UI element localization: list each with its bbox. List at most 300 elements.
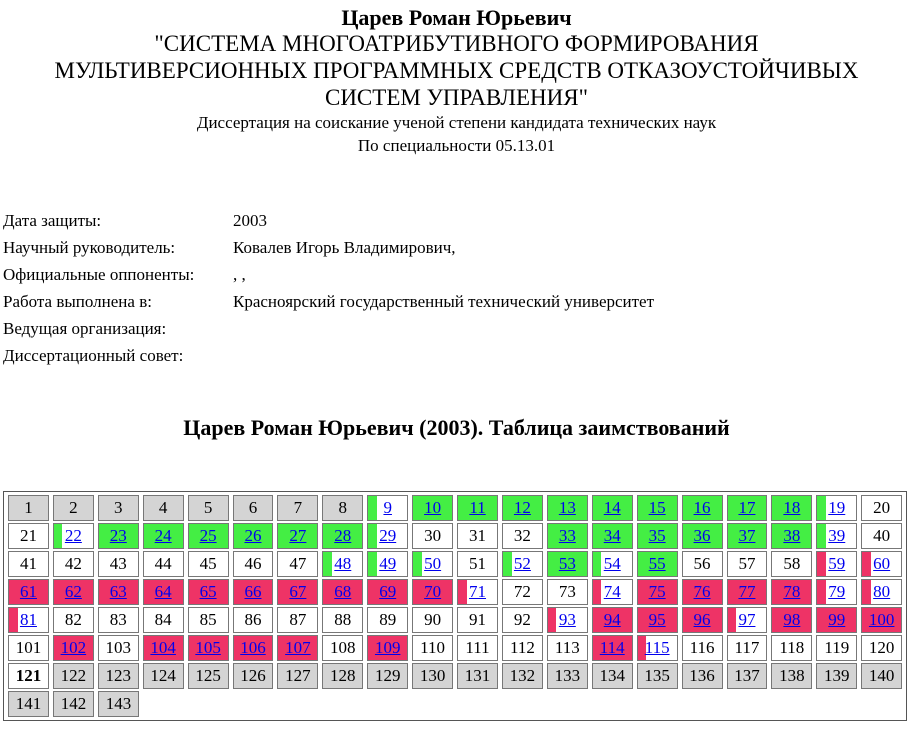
- page-cell: [502, 663, 543, 689]
- page-link[interactable]: 12: [513, 498, 531, 517]
- page-cell[interactable]: [188, 635, 229, 661]
- page-cell: [816, 663, 857, 689]
- page-link[interactable]: 65: [199, 582, 217, 601]
- page-link[interactable]: 80: [873, 582, 891, 601]
- page-number: 119: [824, 638, 850, 657]
- page-cell[interactable]: [98, 579, 139, 605]
- page-link[interactable]: 38: [783, 526, 801, 545]
- page-link[interactable]: 97: [738, 610, 756, 629]
- page-link[interactable]: 74: [603, 582, 621, 601]
- similarity-bar-red: [817, 552, 826, 576]
- page-cell[interactable]: [277, 523, 318, 549]
- page-number: 21: [19, 526, 37, 545]
- page-link[interactable]: 104: [150, 638, 176, 657]
- page-cell: [188, 607, 229, 633]
- page-cell: [367, 607, 408, 633]
- page-cell: [143, 495, 184, 521]
- page-cell[interactable]: [547, 607, 588, 633]
- page-link[interactable]: 105: [195, 638, 221, 657]
- page-link[interactable]: 16: [693, 498, 711, 517]
- page-cell: [277, 663, 318, 689]
- page-link[interactable]: 27: [289, 526, 307, 545]
- page-number: 89: [379, 610, 397, 629]
- page-cell[interactable]: [412, 579, 453, 605]
- page-cell[interactable]: [53, 523, 94, 549]
- page-cell: [502, 523, 543, 549]
- page-cell: [457, 523, 498, 549]
- page-cell[interactable]: [771, 523, 812, 549]
- page-link[interactable]: 28: [334, 526, 352, 545]
- page-cell[interactable]: [592, 579, 633, 605]
- page-number: 1: [24, 498, 33, 517]
- page-number: 31: [469, 526, 487, 545]
- grid-row: [6, 578, 904, 606]
- page-link[interactable]: 11: [469, 498, 486, 517]
- page-cell[interactable]: [592, 495, 633, 521]
- page-cell[interactable]: [637, 635, 678, 661]
- page-cell: [457, 635, 498, 661]
- page-link[interactable]: 9: [383, 498, 392, 517]
- page-cell: [143, 663, 184, 689]
- page-cell[interactable]: [682, 523, 723, 549]
- page-number: 111: [465, 638, 490, 657]
- page-cell[interactable]: [592, 523, 633, 549]
- page-cell: [143, 607, 184, 633]
- page-link[interactable]: 34: [603, 526, 621, 545]
- page-cell[interactable]: [188, 523, 229, 549]
- page-cell: [502, 607, 543, 633]
- page-cell[interactable]: [322, 523, 363, 549]
- page-cell: [143, 551, 184, 577]
- page-cell: [233, 495, 274, 521]
- borrowings-table-title: Царев Роман Юрьевич (2003). Таблица заимствований: [183, 415, 730, 440]
- page-link[interactable]: 39: [828, 526, 846, 545]
- page-cell[interactable]: [637, 607, 678, 633]
- page-number: 136: [689, 666, 715, 685]
- page-cell[interactable]: [861, 579, 902, 605]
- page-link[interactable]: 52: [513, 554, 531, 573]
- page-link[interactable]: 69: [379, 582, 397, 601]
- page-link[interactable]: 48: [334, 554, 352, 573]
- page-cell: [592, 663, 633, 689]
- page-cell: [727, 635, 768, 661]
- page-link[interactable]: 109: [374, 638, 401, 657]
- page-cell: [682, 551, 723, 577]
- page-link[interactable]: 64: [154, 582, 172, 601]
- page-link[interactable]: 14: [603, 498, 621, 517]
- page-link[interactable]: 77: [738, 582, 756, 601]
- page-number: 127: [285, 666, 311, 685]
- similarity-bar-green: [368, 496, 377, 520]
- page-cell: [98, 551, 139, 577]
- page-link[interactable]: 10: [424, 498, 442, 517]
- page-link[interactable]: 13: [558, 498, 576, 517]
- page-link[interactable]: 67: [289, 582, 307, 601]
- page-number: 57: [738, 554, 756, 573]
- page-cell: [771, 635, 812, 661]
- grid-row: [6, 550, 904, 578]
- page-cell[interactable]: [322, 551, 363, 577]
- page-cell: [771, 663, 812, 689]
- grid-row: [6, 606, 904, 634]
- page-cell: [547, 635, 588, 661]
- page-link[interactable]: 75: [648, 582, 666, 601]
- page-number: 88: [334, 610, 352, 629]
- page-link[interactable]: 50: [424, 554, 442, 573]
- page-link[interactable]: 23: [109, 526, 127, 545]
- page-cell: [861, 495, 902, 521]
- page-cell[interactable]: [277, 579, 318, 605]
- page-link[interactable]: 68: [334, 582, 352, 601]
- page-number: 123: [105, 666, 132, 685]
- page-cell[interactable]: [771, 495, 812, 521]
- page-link[interactable]: 100: [868, 610, 895, 629]
- page-cell[interactable]: [457, 495, 498, 521]
- page-number: 6: [248, 498, 258, 517]
- page-cell[interactable]: [727, 523, 768, 549]
- page-link[interactable]: 107: [285, 638, 311, 657]
- page-cell: [8, 691, 49, 717]
- page-cell: [502, 579, 543, 605]
- info-row-leading-org: [3, 315, 654, 342]
- page-link[interactable]: 17: [738, 498, 756, 517]
- page-number: 85: [199, 610, 217, 629]
- borrowings-page-grid: [3, 491, 907, 721]
- page-cell: [8, 523, 49, 549]
- page-cell: [637, 663, 678, 689]
- page-number: 73: [558, 582, 576, 601]
- page-number: 128: [330, 666, 356, 685]
- degree-text: Диссертация на соискание ученой степени кандидата технических наук: [196, 113, 717, 132]
- page-cell: [412, 607, 453, 633]
- page-cell: [277, 495, 318, 521]
- page-cell[interactable]: [637, 551, 678, 577]
- page-cell[interactable]: [367, 495, 408, 521]
- page-cell[interactable]: [98, 523, 139, 549]
- page-cell: [53, 691, 94, 717]
- page-number: 92: [513, 610, 531, 629]
- info-label: Работа выполнена в:: [3, 292, 152, 311]
- page-cell: [8, 635, 49, 661]
- page-cell: [53, 663, 94, 689]
- page-cell: [233, 551, 274, 577]
- page-number: 90: [424, 610, 442, 629]
- page-number: 32: [513, 526, 531, 545]
- page-cell: [233, 607, 274, 633]
- page-number: 56: [693, 554, 711, 573]
- page-cell: [502, 635, 543, 661]
- page-number: 86: [244, 610, 262, 629]
- page-number: 83: [109, 610, 127, 629]
- page-link[interactable]: 102: [60, 638, 87, 657]
- page-cell: [412, 635, 453, 661]
- page-link[interactable]: 37: [738, 526, 756, 545]
- page-cell[interactable]: [637, 523, 678, 549]
- page-cell: [188, 495, 229, 521]
- info-row-institution: [3, 288, 654, 315]
- thesis-title-line-1: "СИСТЕМА МНОГОАТРИБУТИВНОГО ФОРМИРОВАНИЯ: [154, 31, 759, 56]
- page-cell[interactable]: [143, 523, 184, 549]
- page-link[interactable]: 62: [64, 582, 82, 601]
- page-number: 130: [419, 666, 446, 685]
- page-link[interactable]: 26: [244, 526, 262, 545]
- page-cell: [53, 607, 94, 633]
- page-number: 132: [509, 666, 536, 685]
- page-link[interactable]: 81: [19, 610, 37, 629]
- page-cell: [53, 551, 94, 577]
- page-cell: [861, 635, 902, 661]
- page-link[interactable]: 66: [244, 582, 262, 601]
- page-cell: [861, 663, 902, 689]
- page-cell: [98, 691, 139, 717]
- page-cell: [8, 495, 49, 521]
- page-cell[interactable]: [502, 551, 543, 577]
- page-cell[interactable]: [682, 495, 723, 521]
- info-label: Научный руководитель:: [3, 238, 176, 257]
- page-link[interactable]: 53: [558, 554, 576, 573]
- info-row-opponents: [3, 261, 654, 288]
- grid-row: [6, 522, 904, 550]
- page-cell[interactable]: [547, 495, 588, 521]
- page-cell: [457, 607, 498, 633]
- page-link[interactable]: 96: [693, 610, 711, 629]
- page-cell: [188, 663, 229, 689]
- page-link[interactable]: 115: [644, 638, 670, 657]
- page-link[interactable]: 70: [424, 582, 442, 601]
- grid-row: [6, 662, 904, 690]
- page-cell[interactable]: [816, 495, 857, 521]
- page-number: 47: [289, 554, 307, 573]
- page-cell[interactable]: [547, 523, 588, 549]
- page-link[interactable]: 63: [109, 582, 127, 601]
- page-cell[interactable]: [412, 495, 453, 521]
- page-cell[interactable]: [771, 579, 812, 605]
- page-number: 116: [689, 638, 715, 657]
- page-cell[interactable]: [816, 523, 857, 549]
- thesis-title-line-3: СИСТЕМ УПРАВЛЕНИЯ": [324, 85, 588, 110]
- page-cell[interactable]: [861, 607, 902, 633]
- page-link[interactable]: 24: [154, 526, 172, 545]
- page-number: 134: [599, 666, 625, 685]
- page-cell[interactable]: [53, 635, 94, 661]
- page-link[interactable]: 93: [558, 610, 576, 629]
- info-value: , ,: [233, 265, 246, 284]
- info-label: Ведущая организация:: [3, 319, 167, 338]
- page-cell[interactable]: [8, 607, 49, 633]
- info-value: 2003: [233, 211, 267, 230]
- similarity-bar-green: [593, 552, 602, 576]
- page-cell: [682, 635, 723, 661]
- page-cell[interactable]: [188, 579, 229, 605]
- info-row-council: [3, 342, 654, 369]
- similarity-bar-green: [368, 524, 377, 548]
- page-number: 7: [293, 498, 303, 517]
- page-cell: [8, 551, 49, 577]
- page-link[interactable]: 33: [558, 526, 576, 545]
- similarity-bar-red: [593, 580, 602, 604]
- page-number: 103: [105, 638, 132, 657]
- page-number: 135: [644, 666, 670, 685]
- page-number: 51: [469, 554, 487, 573]
- page-number: 125: [195, 666, 221, 685]
- page-cell[interactable]: [322, 579, 363, 605]
- page-link[interactable]: 15: [648, 498, 666, 517]
- page-number: 42: [64, 554, 82, 573]
- page-cell: [277, 607, 318, 633]
- similarity-bar-red: [9, 608, 18, 632]
- page-number: 45: [199, 554, 217, 573]
- page-link[interactable]: 114: [599, 638, 625, 657]
- page-link[interactable]: 61: [19, 582, 37, 601]
- page-cell[interactable]: [412, 551, 453, 577]
- page-link[interactable]: 29: [379, 526, 397, 545]
- page-link[interactable]: 19: [828, 498, 846, 517]
- page-cell: [53, 495, 94, 521]
- page-cell[interactable]: [682, 607, 723, 633]
- page-link[interactable]: 78: [783, 582, 801, 601]
- page-link[interactable]: 99: [828, 610, 846, 629]
- page-number: 121: [15, 666, 42, 685]
- grid-row: [6, 634, 904, 662]
- page-number: 43: [109, 554, 127, 573]
- page-cell[interactable]: [637, 579, 678, 605]
- page-number: 129: [374, 666, 401, 685]
- page-cell[interactable]: [8, 579, 49, 605]
- info-label: Официальные оппоненты:: [3, 265, 195, 284]
- page-cell: [322, 663, 363, 689]
- page-cell[interactable]: [367, 635, 408, 661]
- similarity-bar-green: [54, 524, 63, 548]
- similarity-bar-green: [817, 496, 826, 520]
- page-link[interactable]: 55: [648, 554, 666, 573]
- page-cell: [547, 579, 588, 605]
- similarity-bar-red: [817, 580, 826, 604]
- page-link[interactable]: 98: [783, 610, 801, 629]
- info-label: Дата защиты:: [3, 211, 102, 230]
- page-cell: [233, 663, 274, 689]
- page-number: 142: [60, 694, 87, 713]
- page-cell[interactable]: [592, 551, 633, 577]
- page-cell[interactable]: [727, 579, 768, 605]
- page-number: 5: [203, 498, 213, 517]
- page-link[interactable]: 22: [64, 526, 82, 545]
- page-number: 141: [15, 694, 42, 713]
- page-number: 108: [330, 638, 356, 657]
- info-value: Красноярский государственный технический университет: [233, 292, 655, 311]
- page-cell: [682, 663, 723, 689]
- page-cell[interactable]: [727, 495, 768, 521]
- page-cell[interactable]: [367, 579, 408, 605]
- page-cell[interactable]: [457, 579, 498, 605]
- page-cell[interactable]: [367, 551, 408, 577]
- page-cell[interactable]: [277, 635, 318, 661]
- page-number: 131: [464, 666, 491, 685]
- page-link[interactable]: 35: [648, 526, 666, 545]
- page-link[interactable]: 60: [873, 554, 891, 573]
- page-cell: [367, 663, 408, 689]
- page-number: 140: [868, 666, 895, 685]
- page-cell: [8, 663, 49, 689]
- page-cell[interactable]: [367, 523, 408, 549]
- page-cell[interactable]: [592, 635, 633, 661]
- page-number: 58: [783, 554, 801, 573]
- page-number: 112: [509, 638, 535, 657]
- page-link[interactable]: 36: [693, 526, 711, 545]
- page-number: 118: [779, 638, 805, 657]
- page-cell[interactable]: [502, 495, 543, 521]
- similarity-bar-green: [817, 524, 826, 548]
- page-link[interactable]: 54: [603, 554, 621, 573]
- page-number: 124: [150, 666, 176, 685]
- page-number: 2: [69, 498, 78, 517]
- page-cell: [727, 551, 768, 577]
- page-number: 84: [154, 610, 172, 629]
- page-cell[interactable]: [233, 579, 274, 605]
- page-number: 137: [734, 666, 760, 685]
- page-cell: [322, 635, 363, 661]
- page-cell[interactable]: [816, 551, 857, 577]
- page-cell: [322, 495, 363, 521]
- page-cell[interactable]: [233, 635, 274, 661]
- page-number: 138: [779, 666, 805, 685]
- page-link[interactable]: 59: [828, 554, 846, 573]
- similarity-bar-red: [728, 608, 737, 632]
- page-cell[interactable]: [682, 579, 723, 605]
- author-name: Царев Роман Юрьевич: [341, 5, 572, 30]
- page-link[interactable]: 79: [828, 582, 846, 601]
- page-number: 117: [734, 638, 760, 657]
- page-cell[interactable]: [816, 607, 857, 633]
- page-cell: [547, 663, 588, 689]
- page-cell[interactable]: [233, 523, 274, 549]
- page-number: 20: [873, 498, 891, 517]
- page-cell[interactable]: [637, 495, 678, 521]
- header: [0, 0, 913, 157]
- page-link[interactable]: 25: [199, 526, 217, 545]
- page-cell: [98, 635, 139, 661]
- page-cell[interactable]: [53, 579, 94, 605]
- page-link[interactable]: 95: [648, 610, 666, 629]
- page-cell: [188, 551, 229, 577]
- page-cell[interactable]: [592, 607, 633, 633]
- page-cell[interactable]: [727, 607, 768, 633]
- similarity-bar-red: [458, 580, 467, 604]
- page-number: 133: [554, 666, 581, 685]
- page-number: 3: [114, 498, 123, 517]
- page-link[interactable]: 106: [240, 638, 266, 657]
- page-cell[interactable]: [143, 635, 184, 661]
- page-number: 126: [240, 666, 266, 685]
- page-cell: [457, 551, 498, 577]
- page-cell[interactable]: [771, 607, 812, 633]
- page-cell[interactable]: [816, 579, 857, 605]
- page-cell[interactable]: [861, 551, 902, 577]
- page-cell[interactable]: [143, 579, 184, 605]
- page-link[interactable]: 18: [783, 498, 801, 517]
- grid-row: [6, 494, 904, 522]
- page-number: 91: [469, 610, 487, 629]
- page-number: 113: [554, 638, 580, 657]
- page-link[interactable]: 49: [379, 554, 397, 573]
- page-cell: [322, 607, 363, 633]
- page-link[interactable]: 76: [693, 582, 711, 601]
- page-cell: [861, 523, 902, 549]
- page-link[interactable]: 94: [603, 610, 621, 629]
- similarity-bar-green: [368, 552, 377, 576]
- page-cell[interactable]: [547, 551, 588, 577]
- page-link[interactable]: 71: [469, 582, 487, 601]
- specialty-text: По специальности 05.13.01: [357, 136, 556, 155]
